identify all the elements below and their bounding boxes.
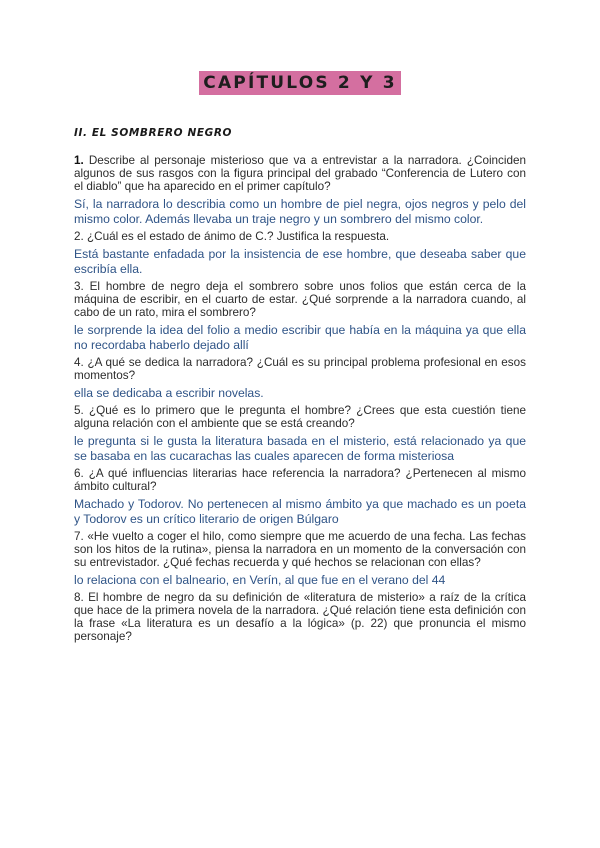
questions-list [74, 154, 526, 647]
question-4: 4. ¿A qué se dedica la narradora? ¿Cuál es su principal problema profesional en esos momentos? [74, 356, 526, 382]
question-3: 3. El hombre de negro deja el sombrero sobre unos folios que están cerca de la máquina de escribir, en el cuarto de estar. ¿Qué sorprende a la narradora cuando, al cabo de un rato, mira el sombrero? [74, 280, 526, 319]
section-heading: II. EL SOMBRERO NEGRO [74, 127, 233, 139]
page-title: CAPÍTULOS 2 Y 3 [199, 71, 400, 95]
answer-5: le pregunta si le gusta la literatura basada en el misterio, está relacionado ya que se basaba en las cucarachas las cuales aparecen de forma misteriosa [74, 434, 526, 463]
question-6: 6. ¿A qué influencias literarias hace referencia la narradora? ¿Pertenecen al mismo ámbito cultural? [74, 467, 526, 493]
question-7: 7. «He vuelto a coger el hilo, como siempre que me acuerdo de una fecha. Las fechas son los hitos de la rutina», piensa la narradora en un momento de la conversación con su entrevistador. ¿Qué fechas recuerda y qué hechos se relacionan con ellas? [74, 530, 526, 569]
question-2: 2. ¿Cuál es el estado de ánimo de C.? Justifica la respuesta. [74, 230, 390, 243]
answer-7: lo relaciona con el balneario, en Verín, al que fue en el verano del 44 [74, 573, 446, 587]
question-5: 5. ¿Qué es lo primero que le pregunta el hombre? ¿Crees que esta cuestión tiene alguna relación con el ambiente que se está creando? [74, 404, 526, 430]
question-1-number: 1. [74, 154, 84, 167]
question-1-text: Describe al personaje misterioso que va a entrevistar a la narradora. ¿Coinciden algunos de sus rasgos con la figura principal del grabado “Conferencia de Lutero con el diablo” que ha aparecido en el primer capítulo? [74, 154, 526, 193]
answer-1: Sí, la narradora lo describia como un hombre de piel negra, ojos negros y pelo del mismo color. Además llevaba un traje negro y un sombrero del mismo color. [74, 197, 526, 226]
answer-3: le sorprende la idea del folio a medio escribir que había en la máquina ya que ella no recordaba haberlo dejado allí [74, 323, 526, 352]
title-wrap [0, 71, 600, 95]
answer-4: ella se dedicaba a escribir novelas. [74, 386, 264, 400]
answer-2: Está bastante enfadada por la insistencia de ese hombre, que deseaba saber que escribía ella. [74, 247, 526, 276]
answer-6: Machado y Todorov. No pertenecen al mismo ámbito ya que machado es un poeta y Todorov es un crítico literario de origen Búlgaro [74, 497, 526, 526]
question-1 [74, 154, 526, 193]
question-8: 8. El hombre de negro da su definición de «literatura de misterio» a raíz de la crítica que hace de la primera novela de la narradora. ¿Qué relación tiene esta definición con la frase «La literatura es un desafío a la lógica» (p. 22) que pronuncia el mismo personaje? [74, 591, 526, 643]
